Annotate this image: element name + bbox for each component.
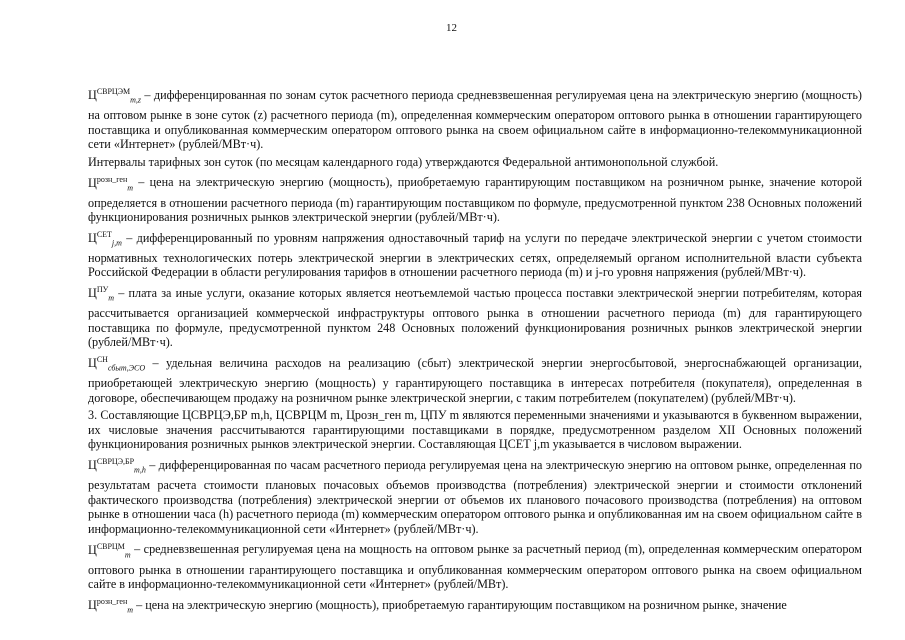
- formula-symbol: [88, 87, 141, 105]
- symbol-base: Ц: [88, 175, 97, 190]
- symbol-superscript: СВРЦЭМ: [96, 87, 131, 96]
- symbol-subscript: m,z: [130, 95, 141, 105]
- symbol-superscript: СН: [96, 354, 108, 364]
- symbol-base: Ц: [88, 230, 97, 245]
- symbol-subscript: m,h: [134, 465, 146, 475]
- paragraph: [88, 595, 862, 618]
- paragraph: [88, 283, 862, 350]
- page-number: 12: [446, 22, 457, 34]
- symbol-superscript: розн_ген: [96, 174, 128, 184]
- symbol-subscript: m: [127, 605, 134, 615]
- symbol-base: Ц: [88, 542, 97, 557]
- symbol-superscript: ПУ: [96, 285, 109, 295]
- formula-symbol: [88, 354, 146, 373]
- paragraph-text: – удельная величина расходов на реализацию (сбыт) электрической энергии энергосбытовой, энергоснабжающей организации, приобретающей электрическую энергию (мощность) у гарантирующего поставщика в интересах потребителя (покупателя), определенная в договоре, обеспечивающем продажу на розничном рынке электрической энергии, с таким потребителем (покупателем) (рублей/МВт·ч).: [88, 355, 862, 405]
- symbol-base: Ц: [88, 597, 97, 612]
- symbol-superscript: СВРЦМ: [96, 541, 125, 551]
- paragraph-text: – средневзвешенная регулируемая цена на мощность на оптовом рынке за расчетный период (m), определенная коммерческим оператором оптового рынка в отношении гарантирующего поставщика и опубликованная коммерческим оператором оптового рынка на своем официальном сайте в информационно-телекоммуникационной сети «Интернет» (рублей/МВт).: [88, 542, 862, 592]
- formula-symbol: [88, 596, 134, 615]
- paragraph-text: – дифференцированная по зонам суток расчетного периода средневзвешенная регулируемая цена на электрическую энергию (мощность) на оптовом рынке в зоне суток (z) расчетного периода (m), определенная коммерческим оператором оптового рынка в отношении гарантирующего поставщика и опубликованная коммерческим оператором оптового рынка на своем официальном сайте в информационно-телекоммуникационной сети «Интернет» (рублей/МВт·ч).: [88, 88, 862, 152]
- symbol-base: Ц: [88, 88, 97, 103]
- formula-symbol: [88, 285, 115, 303]
- paragraph-text: – дифференцированная по часам расчетного периода регулируемая цена на электрическую энергию на оптовом рынке, определенная по результатам расчета стоимости плановых почасовых объемов производства (потребления) электрической энергии и стоимости отклонений фактического производства (потребления) электрической энергии от объемов их планового почасового производства (потребления) на оптовом рынке в отношении часа (h) расчетного периода (m) коммерческим оператором оптового рынка и опубликованная им на своем официальном сайте в информационно-телекоммуникационной сети «Интернет» (рублей/МВт·ч).: [88, 458, 862, 536]
- symbol-base: Ц: [88, 355, 97, 370]
- formula-symbol: [88, 456, 146, 475]
- paragraph: [88, 85, 862, 152]
- paragraph: [88, 455, 862, 536]
- symbol-superscript: СВРЦЭ,БР: [96, 456, 135, 466]
- formula-symbol: [88, 176, 133, 190]
- paragraph-text: – цена на электрическую энергию (мощность), приобретаемую гарантирующим поставщиком на розничном рынке, значение: [133, 597, 787, 612]
- paragraph: [88, 408, 862, 452]
- paragraph-text: – плата за иные услуги, оказание которых является неотъемлемой частью процесса поставки электрической энергии потребителям, которая рассчитывается организацией коммерческой инфраструктуры оптового рынка в отношении расчетного периода (m) для гарантирующего поставщика по формуле, предусмотренной пунктом 248 Основных положений функционирования розничных рынков электрической энергии (рублей/МВт·ч).: [88, 286, 862, 350]
- paragraph: [88, 172, 862, 224]
- symbol-base: Ц: [88, 458, 97, 473]
- formula-symbol: [88, 229, 122, 248]
- paragraph-text: – дифференцированный по уровням напряжения одноставочный тариф на услуги по передаче электрической энергии с учетом стоимости нормативных технологических потерь электрической энергии в электрических сетях, определяемый органом исполнительной власти субъекта Российской Федерации в области регулирования тарифов в отношении расчетного периода (m) и j-го уровня напряжения (рублей/МВт·ч).: [88, 230, 862, 280]
- symbol-subscript: m: [124, 549, 131, 559]
- paragraph-text: Интервалы тарифных зон суток (по месяцам календарного года) утверждаются Федеральной антимонопольной службой.: [88, 154, 719, 169]
- symbol-subscript: j,m: [111, 238, 122, 248]
- symbol-superscript: СЕТ: [96, 229, 112, 239]
- symbol-subscript: m: [127, 182, 134, 192]
- symbol-subscript: m: [108, 293, 115, 303]
- paragraph: [88, 228, 862, 280]
- paragraph-text: 3. Составляющие ЦСВРЦЭ,БР m,h, ЦСВРЦМ m, Црозн_ген m, ЦПУ m являются переменными значениями и указываются в буквенном выражении, их числовые значения рассчитываются гарантирующими поставщиками в порядке, предусмотренном разделом XII Основных положений функционирования розничных рынков электрической энергии. Составляющая ЦСЕТ j,m указывается в числовом выражении.: [88, 408, 862, 452]
- paragraph: [88, 155, 862, 170]
- symbol-base: Ц: [88, 286, 97, 301]
- paragraph-text: – цена на электрическую энергию (мощность), приобретаемую гарантирующим поставщиком на розничном рынке, значение которой определяется в отношении расчетного периода (m) гарантирующим поставщиком по формуле, предусмотренной пунктом 238 Основных положений функционирования розничных рынков электрической энергии (рублей/МВт·ч).: [88, 175, 862, 225]
- document-body: [88, 85, 862, 621]
- paragraph: [88, 539, 862, 591]
- symbol-subscript: сбыт,ЭСО: [107, 363, 146, 373]
- formula-symbol: [88, 543, 131, 557]
- paragraph: [88, 353, 862, 405]
- symbol-superscript: розн_ген: [96, 596, 128, 606]
